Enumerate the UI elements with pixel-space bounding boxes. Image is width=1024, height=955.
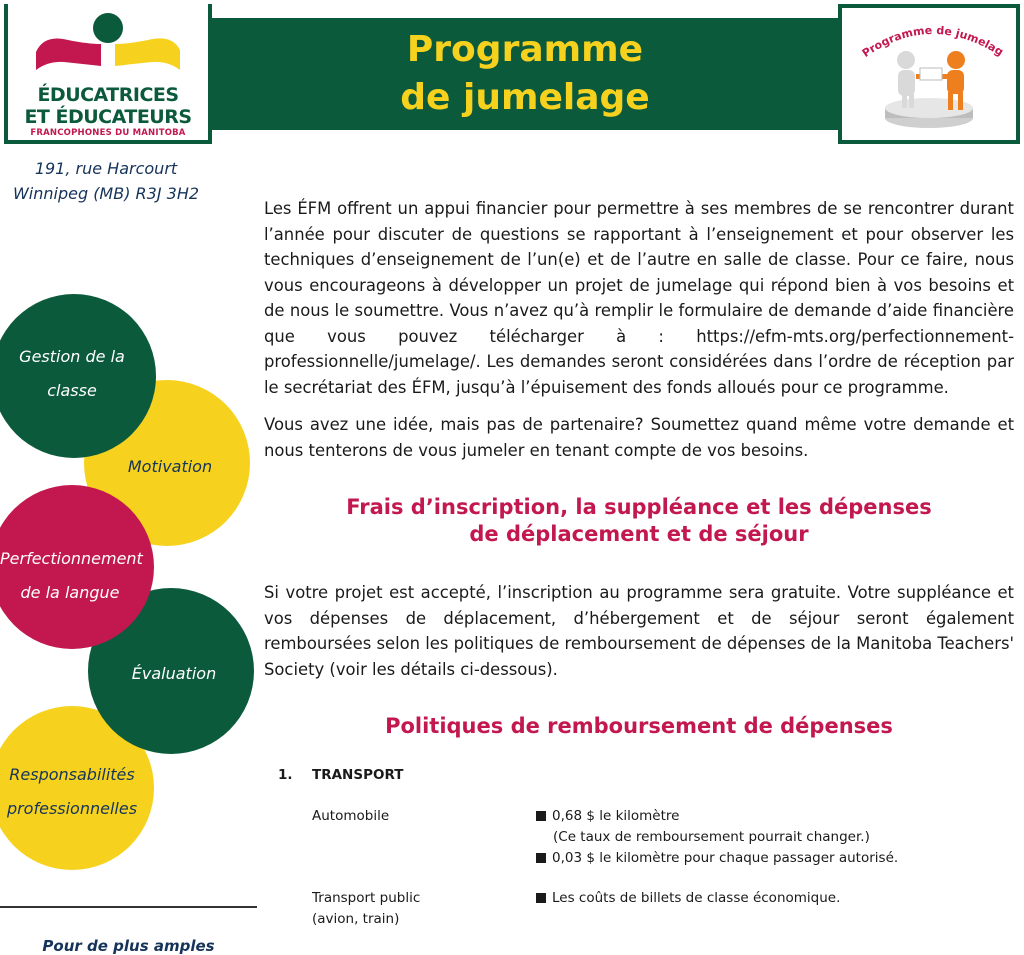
jumelage-illustration <box>842 8 1016 140</box>
jumelage-badge <box>838 4 1020 144</box>
fees-heading: Frais d’inscription, la suppléance et les dépenses de déplacement et de séjour <box>346 495 932 546</box>
sidebar-divider <box>0 906 257 908</box>
theme-label-responsabilites: Responsabilités professionnelles <box>6 765 138 818</box>
transport-public-label: Transport public (avion, train) <box>312 890 421 927</box>
theme-label-gestion: Gestion de la classe <box>19 347 125 400</box>
page-title-line2: de jumelage <box>400 77 650 118</box>
list-item: 0,68 $ le kilomètre <box>536 806 898 827</box>
automobile-details <box>536 806 898 869</box>
fees-paragraph: Si votre projet est accepté, l’inscription au programme sera gratuite. Votre suppléance et vos dépenses de déplacement, d’hébergement et de séjour seront également remboursées selon les politiques de remboursement de dépenses de la Manitoba Teachers' Society (voir les détails ci-dessous). <box>264 583 1014 679</box>
rate-note: (Ce taux de remboursement pourrait changer.) <box>553 829 870 845</box>
policy-section-title: TRANSPORT <box>312 767 404 783</box>
theme-label-perfectionnement: Perfectionnement de la langue <box>0 549 143 602</box>
svg-text:Programme de jumelage: Programme de jumelag <box>859 23 1006 60</box>
policy-section-number: 1. <box>278 767 293 783</box>
efm-logo <box>4 4 212 144</box>
address-line2: Winnipeg (MB) R3J 3H2 <box>12 184 200 203</box>
address-line1: 191, rue Harcourt <box>34 159 178 178</box>
sidebar-footer-text: Pour de plus amples <box>42 937 215 955</box>
theme-label-evaluation: Évaluation <box>131 664 217 683</box>
square-bullet-icon <box>536 811 546 821</box>
list-item: Les coûts de billets de classe économique. <box>536 888 840 909</box>
logo-wordmark: ÉDUCATRICES ET ÉDUCATEURS <box>24 84 192 128</box>
automobile-label: Automobile <box>312 808 390 824</box>
page-title <box>205 26 845 122</box>
square-bullet-icon <box>536 893 546 903</box>
policy-heading: Politiques de remboursement de dépenses <box>385 714 893 738</box>
theme-label-motivation: Motivation <box>127 457 213 476</box>
partner-paragraph: Vous avez une idée, mais pas de partenaire? Soumettez quand même votre demande et nous tenterons de vous jumeler en tenant compte de vos besoins. <box>264 415 1014 460</box>
address-block <box>0 156 212 206</box>
intro-paragraph: Les ÉFM offrent un appui financier pour permettre à ses membres de se rencontrer durant l’année pour discuter de questions se rapportant à l’enseignement et pour observer les techniques d’enseignement de l’un(e) et de l’autre en salle de classe. Pour ce faire, nous vous encourageons à développer un projet de jumelage qui répond bien à vos besoins et de nous le soumettre. Vous n’avez qu’à remplir le formulaire de demande d’aide financière que vous pouvez télécharger à : https://efm-mts.org/perfectionnement-professionnelle/jumelage/. Les demandes seront considérées dans l’ordre de réception par le secrétariat des ÉFM, jusqu’à l’épuisement des fonds alloués pour ce programme. <box>264 199 1014 397</box>
page-title-line1: Programme <box>406 29 644 70</box>
square-bullet-icon <box>536 853 546 863</box>
transport-public-details <box>536 888 840 909</box>
logo-graphic <box>8 4 208 84</box>
logo-tagline: FRANCOPHONES DU MANITOBA <box>30 128 186 138</box>
list-item: 0,03 $ le kilomètre pour chaque passager autorisé. <box>536 848 898 869</box>
